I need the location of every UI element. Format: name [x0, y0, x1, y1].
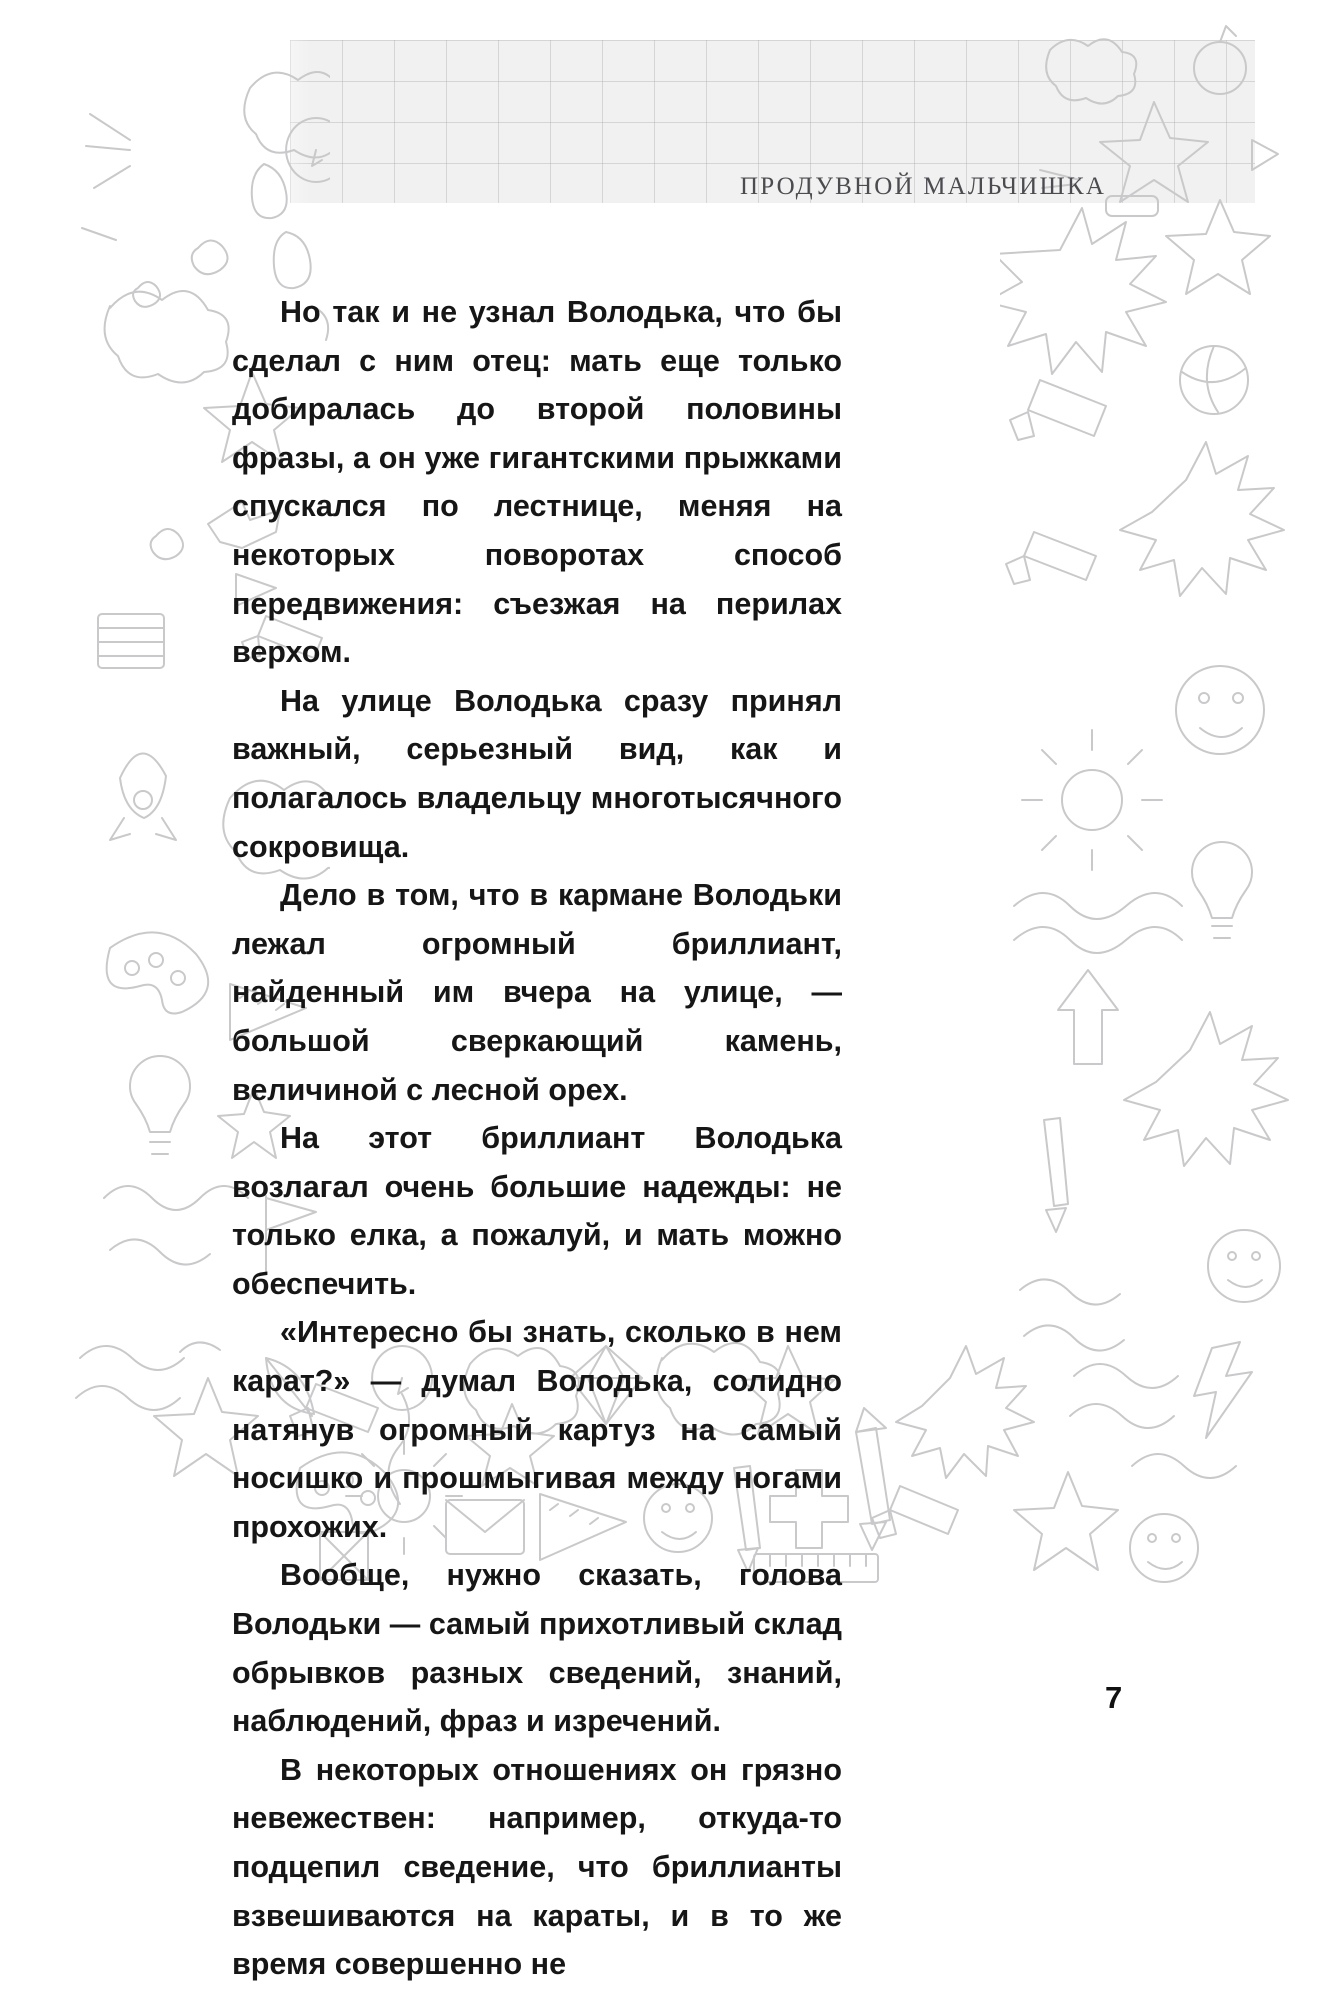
- paragraph: В некоторых отношениях он грязно невежествен: например, откуда-то подцепил сведение, что бриллианты взвешиваются на караты, и в то же время совершенно не: [232, 1752, 842, 1982]
- paragraph: Вообще, нужно сказать, голова Володьки — самый прихотливый склад обрывков разных сведений, знаний, наблюдений, фраз и изречений.: [232, 1558, 842, 1739]
- paragraph: На улице Володька сразу принял важный, серьезный вид, как и полагалось владельцу многотысячного сокровища.: [232, 683, 842, 864]
- page-number: 7: [1105, 1680, 1123, 1715]
- running-head: ПРОДУВНОЙ МАЛЬЧИШКА: [740, 173, 1107, 200]
- decorative-doodles-right: [1000, 190, 1300, 1370]
- paragraph: Дело в том, что в кармане Володьки лежал огромный бриллиант, найденный им вчера на улице, — большой сверкающий камень, величиной с лесной орех.: [232, 878, 842, 1107]
- paragraph: «Интересно бы знать, сколько в нем карат?» — думал Володька, солидно натянув огромный картуз на самый носишко и прошмыгивая между ногами прохожих.: [232, 1315, 842, 1544]
- paragraph: На этот бриллиант Володька возлагал очень большие надежды: не только елка, а пожалуй, и мать можно обеспечить.: [232, 1121, 842, 1301]
- body-text-column: [232, 288, 842, 1989]
- paragraph: Но так и не узнал Володька, что бы сделал с ним отец: мать еще только добиралась до второй половины фразы, а он уже гигантскими прыжками спускался по лестнице, меняя на некоторых поворотах способ передвижения: съезжая на перилах верхом.: [232, 295, 842, 670]
